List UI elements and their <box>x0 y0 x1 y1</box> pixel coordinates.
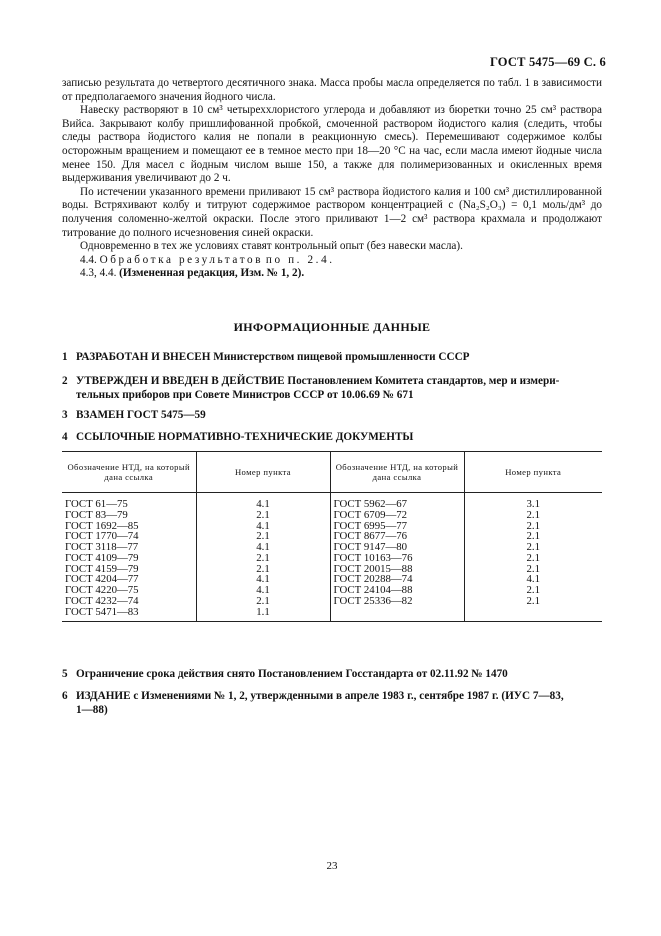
point-cell: 2.1 <box>526 594 540 607</box>
point-cell: 4.1 <box>526 573 540 586</box>
header-point-number: Номер пункта <box>464 452 602 493</box>
point-cell: 2.1 <box>256 562 270 575</box>
item-heading: ВЗАМЕН ГОСТ 5475—59 <box>76 409 206 421</box>
point-cell: 2.1 <box>256 508 270 521</box>
paragraph-continuation: записью результата до четвертого десятичного знака. Масса пробы масла определяется по табл. 1 в зависимости от предполагаемого значения йодного числа. <box>62 77 602 103</box>
paragraph-sample-dissolution: Навеску растворяют в 10 см³ четыреххлористого углерода и добавляют из бюретки точно 25 см³ раствора Вийса. Закрывают колбу пришлифованной пробкой, смоченной раствором йодистого калия (следить, чтобы следы раствора йодистого калия не попали в реакционную смесь). Перемешивают содержимое колбы осторожным вращением и помещают ее в темное место при 18—20 °С на час, если масла имеют йодные числа менее 150. Для масел с йодным числом выше 150, а также для полимеризованных и окисленных время выдерживания увеличивают до 2 ч. <box>62 104 602 185</box>
item-heading: РАЗРАБОТАН И ВНЕСЕН <box>76 351 211 363</box>
doc-cell: ГОСТ 1692—85 <box>65 519 139 532</box>
paragraph-control-test: Одновременно в тех же условиях ставят контрольный опыт (без навески масла). <box>80 240 463 253</box>
doc-cell: ГОСТ 9147—80 <box>333 541 408 553</box>
point-cell: 2.1 <box>526 519 540 532</box>
paragraph-amendment-note <box>62 267 602 281</box>
item-number: 1 <box>62 351 68 363</box>
right-point-list <box>464 493 602 622</box>
doc-cell: ГОСТ 61—75 <box>65 498 128 510</box>
table-header-row <box>62 452 602 493</box>
amendment-text: (Измененная редакция, Изм. № 1, 2). <box>119 267 305 280</box>
doc-cell: ГОСТ 5962—67 <box>333 498 408 510</box>
doc-cell: ГОСТ 10163—76 <box>333 551 413 564</box>
item-heading: ИЗДАНИЕ <box>76 690 131 702</box>
clause-number: 4.3, 4.4. <box>80 267 117 280</box>
item-number: 5 <box>62 668 68 680</box>
point-cell: 4.1 <box>256 498 270 510</box>
doc-cell: ГОСТ 3118—77 <box>65 541 139 553</box>
point-cell: 2.1 <box>526 508 540 521</box>
point-cell: 4.1 <box>256 573 270 586</box>
item-text: Министерством пищевой промышленности СССР <box>213 351 470 363</box>
doc-cell: ГОСТ 4159—79 <box>65 562 139 575</box>
doc-cell: ГОСТ 4109—79 <box>65 551 139 564</box>
item-number: 2 <box>62 375 68 387</box>
item-heading: УТВЕРЖДЕН И ВВЕДЕН В ДЕЙСТВИЕ <box>76 375 285 387</box>
header-point-number: Номер пункта <box>196 452 330 493</box>
doc-cell: ГОСТ 83—79 <box>65 508 128 521</box>
doc-cell: ГОСТ 5471—83 <box>65 605 139 618</box>
point-cell: 2.1 <box>526 562 540 575</box>
doc-cell: ГОСТ 20015—88 <box>333 562 413 575</box>
reference-documents-table <box>62 451 602 622</box>
doc-cell: ГОСТ 20288—74 <box>333 573 413 586</box>
point-cell: 1.1 <box>256 605 270 618</box>
clause-reference: по п. 2.4. <box>265 253 335 266</box>
header-doc-designation: Обозначение НТД, на который дана ссылка <box>62 452 196 493</box>
info-item-1 <box>62 351 602 365</box>
info-item-5 <box>62 668 602 682</box>
point-cell: 2.1 <box>526 541 540 553</box>
doc-cell: ГОСТ 4204—77 <box>65 573 139 586</box>
item-number: 6 <box>62 690 68 702</box>
point-cell: 2.1 <box>526 584 540 596</box>
document-header: ГОСТ 5475—69 С. 6 <box>489 55 606 69</box>
point-cell: 2.1 <box>256 551 270 564</box>
item-text-continued: 1—88) <box>76 703 108 716</box>
method-text <box>62 77 602 281</box>
info-item-4 <box>62 431 602 445</box>
point-cell: 4.1 <box>256 584 270 596</box>
doc-cell: ГОСТ 6995—77 <box>333 519 408 532</box>
left-point-list <box>196 493 330 622</box>
right-doc-list <box>330 493 464 622</box>
clause-number: 4.4. <box>80 253 97 266</box>
point-cell: 2.1 <box>256 530 270 543</box>
table-row <box>62 493 602 622</box>
header-doc-designation: Обозначение НТД, на который дана ссылка <box>330 452 464 493</box>
info-item-6 <box>62 690 602 717</box>
doc-cell: ГОСТ 1770—74 <box>65 530 139 543</box>
doc-cell: ГОСТ 4232—74 <box>65 594 139 607</box>
item-text-continued: тельных приборов при Совете Министров СССР от 10.06.69 № 671 <box>76 388 414 401</box>
item-heading: ССЫЛОЧНЫЕ НОРМАТИВНО-ТЕХНИЧЕСКИЕ ДОКУМЕНТЫ <box>76 431 414 443</box>
left-doc-list <box>62 493 196 622</box>
point-cell: 4.1 <box>256 541 270 553</box>
item-text: Ограничение срока действия снято Постановлением Госстандарта от 02.11.92 № 1470 <box>76 668 508 680</box>
item-number: 3 <box>62 409 68 421</box>
item-number: 4 <box>62 431 68 443</box>
item-text: с Изменениями № 1, 2, утвержденными в апреле 1983 г., сентябре 1987 г. (ИУС 7—83, <box>133 690 564 702</box>
item-text: Постановлением Комитета стандартов, мер и измери- <box>287 375 560 387</box>
section-title: ИНФОРМАЦИОННЫЕ ДАННЫЕ <box>233 320 431 334</box>
info-item-3 <box>62 409 602 423</box>
doc-cell: ГОСТ 6709—72 <box>333 508 408 521</box>
clause-title: Обработка результатов <box>99 253 264 266</box>
paragraph-titration: По истечении указанного времени приливают 15 см³ раствора йодистого калия и 100 см³ дистиллированной воды. Встряхивают колбу и титруют содержимое раствором концентрацией c (Na₂S₂O₃) = 0,1 моль/дм³ до получения соломенно-желтой окраски. После этого приливают 1—2 см³ раствора крахмала и продолжают титрование до полного исчезновения синей окраски. <box>62 185 602 239</box>
doc-cell: ГОСТ 8677—76 <box>333 530 408 543</box>
doc-cell: ГОСТ 4220—75 <box>65 584 139 596</box>
info-item-2 <box>62 375 602 402</box>
point-cell: 3.1 <box>526 498 540 510</box>
doc-cell: ГОСТ 24104—88 <box>333 584 413 596</box>
page-number: 23 <box>326 860 338 872</box>
point-cell: 2.1 <box>526 551 540 564</box>
point-cell: 2.1 <box>526 530 540 543</box>
point-cell: 4.1 <box>256 519 270 532</box>
paragraph-result-processing <box>62 254 602 268</box>
doc-cell: ГОСТ 25336—82 <box>333 594 413 607</box>
point-cell: 2.1 <box>256 594 270 607</box>
